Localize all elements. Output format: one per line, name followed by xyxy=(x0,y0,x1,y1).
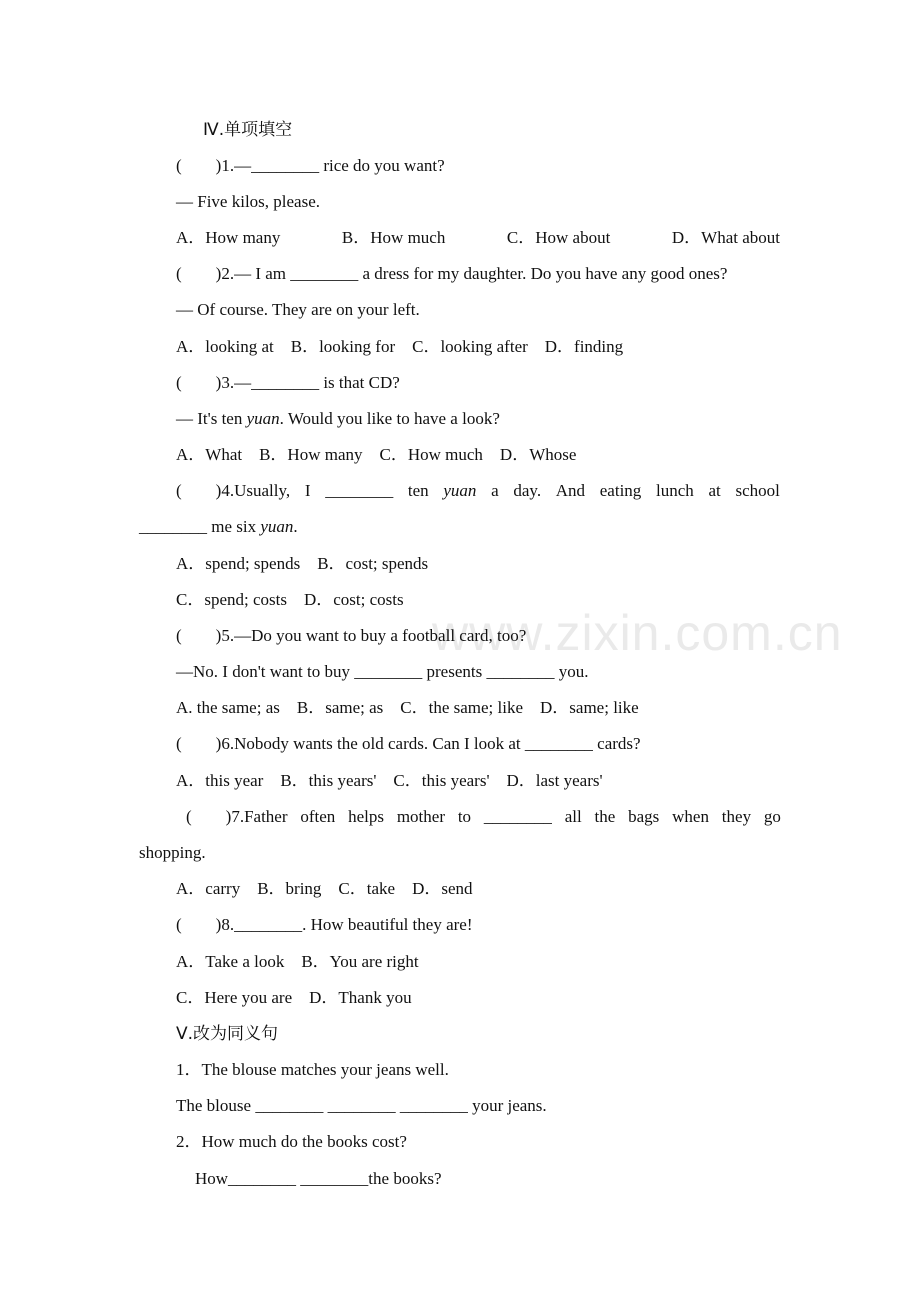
q8-options-2: C．Here you are D．Thank you xyxy=(176,988,412,1007)
q8-stem: ( )8.________. How beautiful they are! xyxy=(176,915,473,934)
q1-option-a: A．How many xyxy=(176,228,281,247)
q4-word: lunch xyxy=(656,481,694,500)
q6-stem: ( )6.Nobody wants the old cards. Can I look at ________ cards? xyxy=(176,734,641,753)
q3-reply-italic: yuan xyxy=(246,409,280,428)
q4-word: I xyxy=(304,481,311,500)
q7-word: bags xyxy=(628,807,660,826)
q7-blank: ________ xyxy=(483,807,552,826)
q7-word: ( )7.Father xyxy=(186,807,288,826)
s2-sentence: 2．How much do the books cost? xyxy=(176,1132,407,1151)
q7-stem-line1 xyxy=(186,806,781,828)
q6-options: A．this year B．this years' C．this years' D．last years' xyxy=(176,771,603,790)
q4-word: ten xyxy=(407,481,429,500)
q7-word: mother xyxy=(396,807,445,826)
q7-options: A．carry B．bring C．take D．send xyxy=(176,879,473,898)
q7-word: go xyxy=(763,807,781,826)
q3-stem: ( )3.—________ is that CD? xyxy=(176,373,400,392)
q4-word: And xyxy=(555,481,586,500)
q7-word: often xyxy=(300,807,336,826)
q4-word-italic: yuan xyxy=(443,481,477,500)
q7-word: all xyxy=(564,807,582,826)
q3-reply-after: . Would you like to have a look? xyxy=(279,409,500,428)
q4-word: eating xyxy=(599,481,642,500)
q7-word: when xyxy=(672,807,709,826)
q5-stem: ( )5.—Do you want to buy a football card, too? xyxy=(176,626,527,645)
q4-word: school xyxy=(735,481,780,500)
q1-option-c: C．How about xyxy=(506,228,611,247)
q7-stem-line2: shopping. xyxy=(139,843,206,862)
q2-stem: ( )2.— I am ________ a dress for my daughter. Do you have any good ones? xyxy=(176,264,728,283)
q4-word: a xyxy=(491,481,499,500)
q4-word: at xyxy=(708,481,721,500)
q3-options: A．What B．How many C．How much D．Whose xyxy=(176,445,577,464)
q7-word: to xyxy=(457,807,472,826)
q7-word: they xyxy=(721,807,752,826)
s2-blank-line: How________ ________the books? xyxy=(195,1169,442,1188)
s1-sentence: 1．The blouse matches your jeans well. xyxy=(176,1060,449,1079)
q7-word: the xyxy=(594,807,616,826)
q4-blank: ________ xyxy=(325,481,394,500)
section-4-title: Ⅳ.单项填空 xyxy=(203,120,293,140)
q5-options: A. the same; as B．same; as C．the same; like D．same; like xyxy=(176,698,639,717)
q7-word: helps xyxy=(348,807,384,826)
section-5-title: Ⅴ.改为同义句 xyxy=(176,1024,279,1044)
q4-options-2: C．spend; costs D．cost; costs xyxy=(176,590,404,609)
q1-options xyxy=(176,227,780,249)
q2-reply: — Of course. They are on your left. xyxy=(176,300,420,319)
q4-stem-line1 xyxy=(176,480,780,502)
s1-blank-line: The blouse ________ ________ ________ your jeans. xyxy=(176,1096,547,1115)
watermark: www.zixin.com.cn xyxy=(432,605,843,661)
q1-reply: — Five kilos, please. xyxy=(176,192,321,211)
q4-word: day. xyxy=(513,481,542,500)
q3-reply-before: — It's ten xyxy=(176,409,247,428)
q1-option-d: D．What about xyxy=(671,228,780,247)
q4-options-1: A．spend; spends B．cost; spends xyxy=(176,554,429,573)
q4-line2-before: ________ me six xyxy=(139,517,261,536)
q8-options-1: A．Take a look B．You are right xyxy=(176,952,419,971)
q2-options: A．looking at B．looking for C．looking after D．finding xyxy=(176,337,624,356)
q1-option-b: B．How much xyxy=(341,228,446,247)
q4-line2-italic: yuan xyxy=(260,517,294,536)
q4-word: ( )4.Usually, xyxy=(176,481,291,500)
q4-stem-line2 xyxy=(139,516,298,538)
q4-line2-after: . xyxy=(293,517,298,536)
q3-reply xyxy=(176,408,500,430)
q1-stem: ( )1.—________ rice do you want? xyxy=(176,156,445,175)
q5-reply: —No. I don't want to buy ________ presents ________ you. xyxy=(176,662,589,681)
